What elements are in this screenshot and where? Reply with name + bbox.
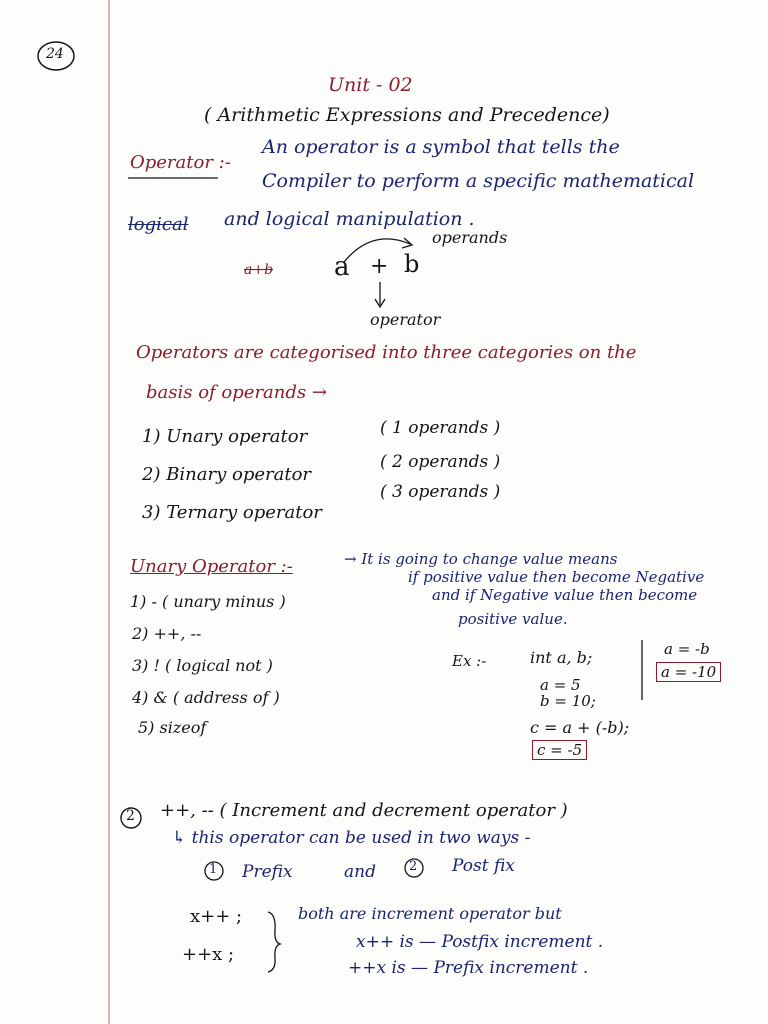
operator-def-line1: An operator is a symbol that tells the bbox=[262, 136, 620, 158]
page-title: ( Arithmetic Expressions and Precedence) bbox=[204, 104, 610, 126]
categories-line2: basis of operands → bbox=[146, 382, 327, 403]
unit-heading: Unit - 02 bbox=[328, 74, 413, 96]
expr-a: a bbox=[334, 252, 350, 282]
example-side-2: a = -10 bbox=[656, 662, 721, 682]
postfix-number: 2 bbox=[409, 859, 418, 874]
category-3-count: ( 3 operands ) bbox=[380, 482, 501, 502]
example-code-2: a = 5 bbox=[540, 676, 581, 694]
prefix-number: 1 bbox=[209, 862, 218, 877]
category-3-name: 3) Ternary operator bbox=[142, 502, 322, 523]
example-code-4: c = a + (-b); bbox=[530, 718, 630, 737]
unary-item-4: 4) & ( address of ) bbox=[132, 688, 280, 707]
example-side-1: a = -b bbox=[664, 640, 710, 658]
example-code-1: int a, b; bbox=[530, 648, 593, 667]
unary-heading: Unary Operator :- bbox=[130, 556, 293, 577]
brace bbox=[268, 912, 280, 972]
operands-label: operands bbox=[432, 228, 508, 247]
operator-def-line3: and logical manipulation . bbox=[224, 208, 475, 230]
unary-item-5: 5) sizeof bbox=[138, 718, 207, 737]
inc-heading: ++, -- ( Increment and decrement operator ) bbox=[160, 800, 568, 821]
operator-def-line2: Compiler to perform a specific mathematical bbox=[262, 170, 695, 192]
unary-item-1: 1) - ( unary minus ) bbox=[130, 592, 286, 611]
struck-word: logical bbox=[128, 214, 189, 235]
example-struck: a+b bbox=[244, 262, 274, 278]
operator-heading: Operator :- bbox=[130, 152, 231, 173]
unary-note-line1: → It is going to change value means bbox=[344, 550, 618, 568]
category-1-count: ( 1 operands ) bbox=[380, 418, 501, 438]
unary-item-2: 2) ++, -- bbox=[132, 624, 202, 643]
postfix-label: Post fix bbox=[452, 856, 515, 876]
inc-number: 2 bbox=[126, 808, 135, 824]
unary-note-line4: positive value. bbox=[458, 610, 568, 628]
example-code-3: b = 10; bbox=[540, 692, 596, 710]
both-line: both are increment operator but bbox=[298, 904, 562, 923]
categories-line1: Operators are categorised into three categories on the bbox=[136, 342, 637, 363]
expr-plus: + bbox=[370, 254, 389, 279]
expr-b: b bbox=[404, 250, 420, 278]
code-prefix: ++x ; bbox=[182, 944, 235, 965]
prefix-label: Prefix bbox=[242, 862, 293, 882]
operator-label: operator bbox=[370, 310, 441, 329]
and-label: and bbox=[344, 862, 376, 882]
unary-note-line3: and if Negative value then become bbox=[432, 586, 698, 604]
category-1-name: 1) Unary operator bbox=[142, 426, 308, 447]
page-number: 24 bbox=[46, 46, 64, 62]
category-2-name: 2) Binary operator bbox=[142, 464, 312, 485]
unary-note-line2: if positive value then become Negative bbox=[408, 568, 705, 586]
example-label: Ex :- bbox=[452, 652, 487, 670]
inc-ways: ↳ this operator can be used in two ways - bbox=[172, 828, 531, 848]
unary-item-3: 3) ! ( logical not ) bbox=[132, 656, 273, 675]
example-result: c = -5 bbox=[532, 740, 587, 760]
postfix-line: x++ is — Postfix increment . bbox=[356, 932, 604, 952]
prefix-line: ++x is — Prefix increment . bbox=[348, 958, 589, 978]
code-postfix: x++ ; bbox=[190, 906, 243, 927]
category-2-count: ( 2 operands ) bbox=[380, 452, 501, 472]
